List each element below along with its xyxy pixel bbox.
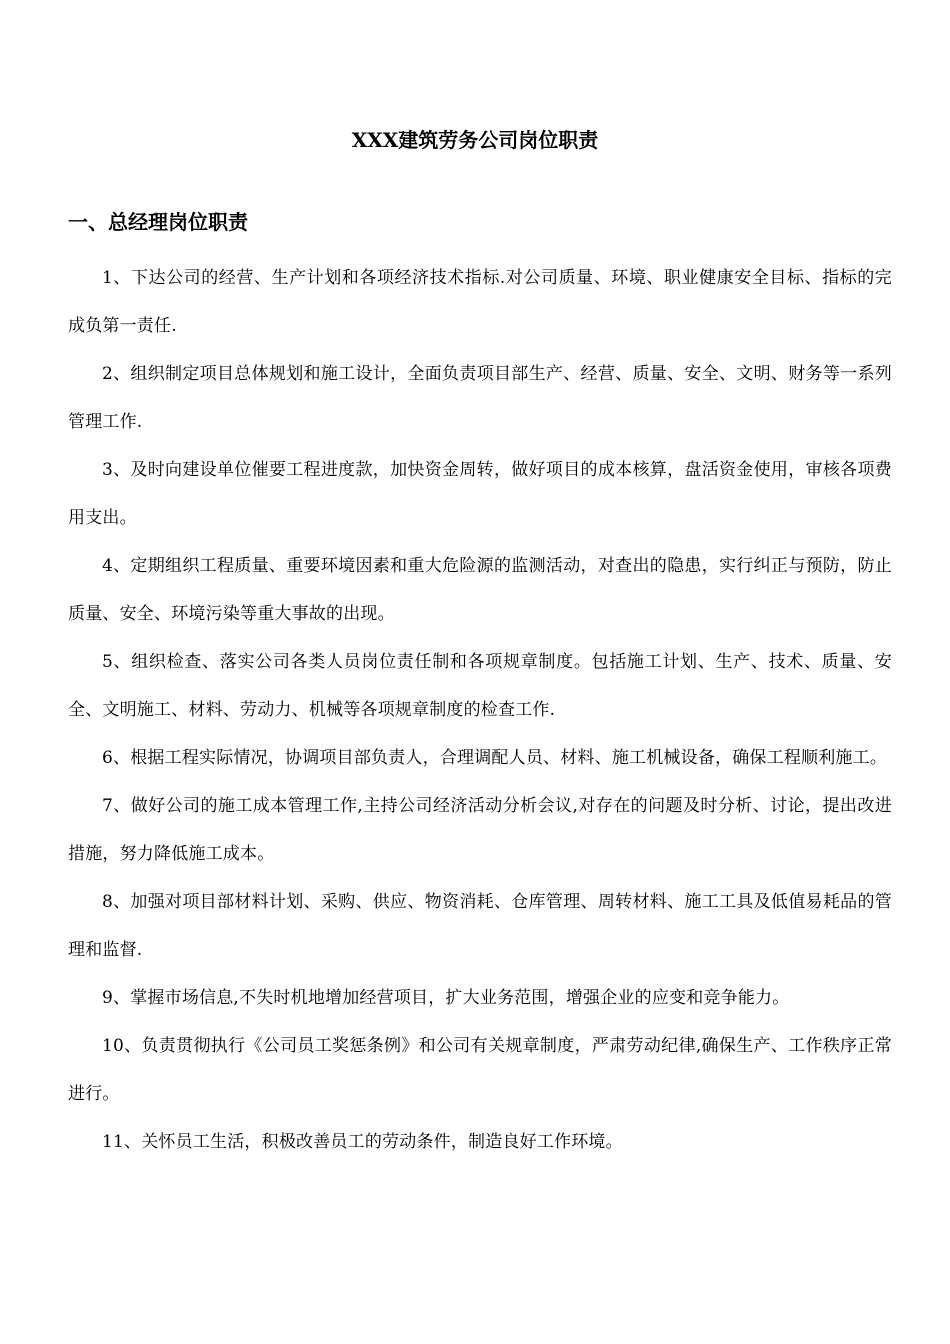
duty-item-11: 11、关怀员工生活，积极改善员工的劳动条件，制造良好工作环境。: [102, 1132, 623, 1152]
duty-list: [68, 254, 892, 1166]
duty-item-10: 10、负责贯彻执行《公司员工奖惩条例》和公司有关规章制度，严肃劳动纪律,确保生产、工作秩序正常进行。: [68, 1036, 892, 1104]
duty-item-9: 9、掌握市场信息,不失时机地增加经营项目，扩大业务范围，增强企业的应变和竞争能力。: [102, 988, 790, 1008]
duty-item-7: 7、做好公司的施工成本管理工作,主持公司经济活动分析会议,对存在的问题及时分析、讨论，提出改进措施，努力降低施工成本。: [68, 796, 892, 864]
duty-item-4: 4、定期组织工程质量、重要环境因素和重大危险源的监测活动，对查出的隐患，实行纠正与预防，防止质量、安全、环境污染等重大事故的出现。: [68, 556, 892, 624]
duty-item-1: 1、下达公司的经营、生产计划和各项经济技术指标.对公司质量、环境、职业健康安全目标、指标的完成负第一责任.: [68, 268, 892, 336]
section-heading: 一、总经理岗位职责: [68, 210, 248, 234]
duty-item-2: 2、组织制定项目总体规划和施工设计，全面负责项目部生产、经营、质量、安全、文明、财务等一系列管理工作.: [68, 364, 892, 432]
duty-item-8: 8、加强对项目部材料计划、采购、供应、物资消耗、仓库管理、周转材料、施工工具及低值易耗品的管理和监督.: [68, 892, 892, 960]
duty-item-3: 3、及时向建设单位催要工程进度款，加快资金周转，做好项目的成本核算，盘活资金使用，审核各项费用支出。: [68, 460, 892, 528]
duty-item-6: 6、根据工程实际情况，协调项目部负责人，合理调配人员、材料、施工机械设备，确保工程顺利施工。: [102, 748, 888, 768]
document-title: XXX建筑劳务公司岗位职责: [351, 128, 599, 152]
duty-item-5: 5、组织检查、落实公司各类人员岗位责任制和各项规章制度。包括施工计划、生产、技术、质量、安全、文明施工、材料、劳动力、机械等各项规章制度的检查工作.: [68, 652, 892, 720]
